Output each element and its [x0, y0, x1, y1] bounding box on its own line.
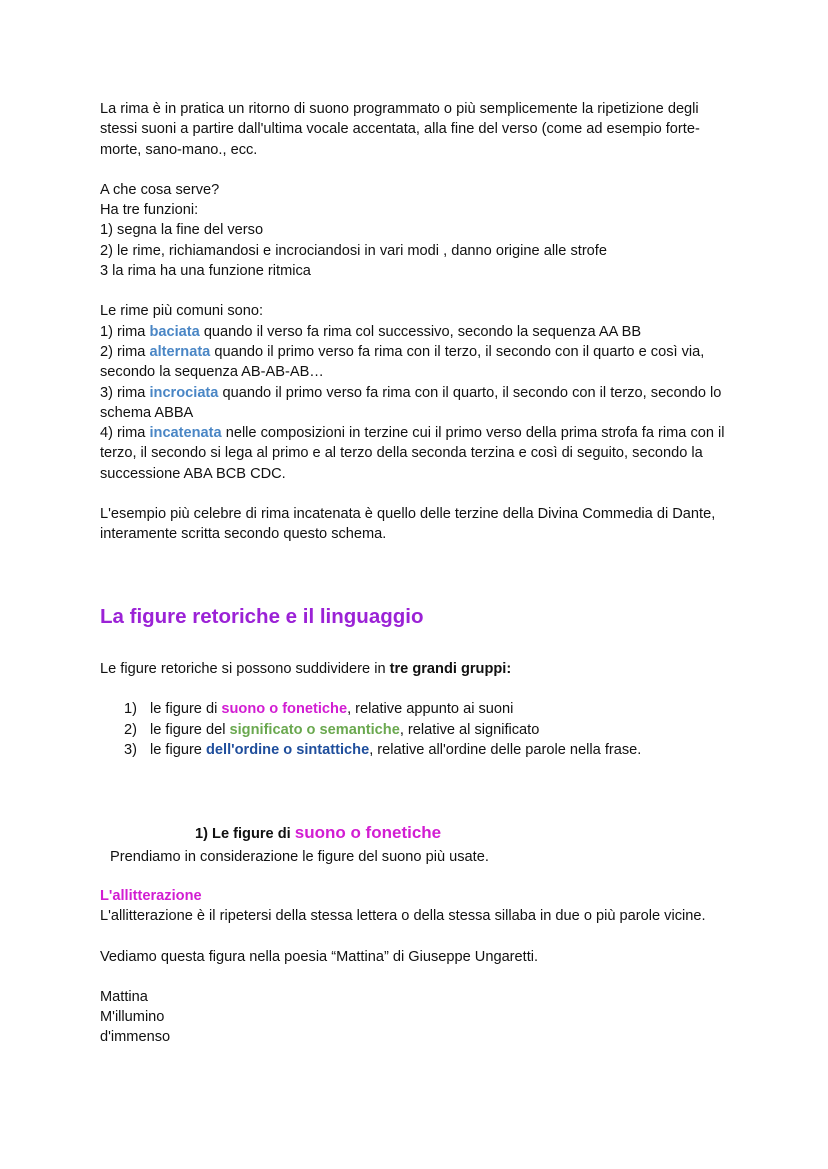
function-item: 3 la rima ha una funzione ritmica — [100, 263, 311, 280]
rima-definition: La rima è in pratica un ritorno di suono programmato o più semplicemente la ripetizione degli stessi suoni a partire dall'ultima vocale accentata, alla fine del verso (come ad esempio forte-morte, sano-mano., ecc. — [100, 101, 700, 158]
subsection-intro: Prendiamo in considerazione le figure del suono più usate. — [110, 849, 489, 865]
section-heading: La figure retoriche e il linguaggio — [100, 605, 424, 628]
list-item: 2) le figure del significato o semantiche, relative al significato — [124, 721, 540, 738]
rima-type-baciata: 1) rima baciata quando il verso fa rima col successivo, secondo la sequenza AA BB — [100, 323, 642, 340]
list-item: 3) le figure dell'ordine o sintattiche, relative all'ordine delle parole nella frase. — [124, 741, 642, 758]
rima-type-incatenata: 4) rima incatenata nelle composizioni in terzine cui il primo verso della prima strofa fa rima con il terzo, il secondo si lega al primo e al terzo della seconda terzina e così di seguito, secondo la successione ABA BCB CDC. — [100, 425, 725, 482]
keyword: alternata — [149, 343, 211, 360]
keyword: incatenata — [149, 425, 222, 442]
list-item: 1) le figure di suono o fonetiche, relative appunto ai suoni — [124, 701, 514, 718]
groups-intro: Le figure retoriche si possono suddividere in tre grandi gruppi: — [100, 661, 512, 677]
rima-section — [100, 99, 740, 545]
term-definition: L'allitterazione è il ripetersi della stessa lettera o della stessa sillaba in due o più parole vicine. — [100, 908, 706, 925]
groups-list — [100, 699, 740, 760]
rima-type-incrociata: 3) rima incrociata quando il primo verso fa rima con il quarto, il secondo con il terzo, secondo lo schema ABBA — [100, 384, 722, 421]
term-heading: L'allitterazione — [100, 888, 202, 904]
types-intro: Le rime più comuni sono: — [100, 303, 264, 320]
poem-line: Mattina — [100, 988, 148, 1005]
poem-line: M'illumino — [100, 1009, 165, 1026]
figure-section — [100, 659, 740, 760]
rima-type-alternata: 2) rima alternata quando il primo verso fa rima con il terzo, il secondo con il quarto e così via, secondo la sequenza AB-AB-AB… — [100, 343, 705, 381]
keyword: incrociata — [149, 384, 219, 401]
keyword: baciata — [149, 323, 200, 340]
subsection-heading: 1) Le figure di suono o fonetiche — [195, 823, 442, 842]
rima-question: A che cosa serve? — [100, 181, 220, 198]
function-item: 1) segna la fine del verso — [100, 222, 264, 239]
poem-line: d'immenso — [100, 1029, 171, 1046]
dante-paragraph: L'esempio più celebre di rima incatenata è quello delle terzine della Divina Commedia di Dante, interamente scritta secondo questo schema. — [100, 506, 716, 543]
example-intro: Vediamo questa figura nella poesia “Mattina” di Giuseppe Ungaretti. — [100, 948, 539, 965]
function-item: 2) le rime, richiamandosi e incrociandosi in vari modi , danno origine alle strofe — [100, 242, 607, 259]
functions-intro: Ha tre funzioni: — [100, 202, 199, 219]
allitterazione-section — [100, 886, 740, 1048]
